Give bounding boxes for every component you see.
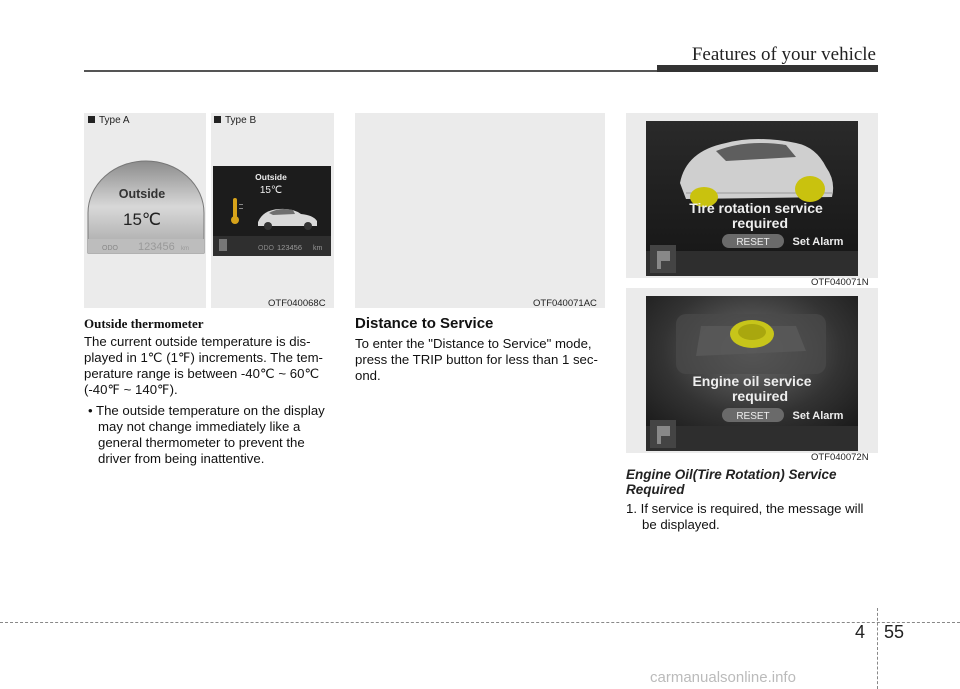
type-b-odo-unit: km: [313, 245, 323, 252]
section-heading-service-line-1: Engine Oil(Tire Rotation) Service: [626, 467, 837, 482]
figure-code-thermometer: OTF040068C: [268, 298, 326, 309]
thermometer-line-2: played in 1℃ (1℉) increments. The tem-: [84, 350, 323, 365]
type-a-heading: Outside: [118, 187, 166, 201]
thermometer-line-3: perature range is between -40℃ ~ 60℃: [84, 366, 320, 381]
tire-message-line1: Tire rotation service: [689, 200, 823, 216]
oil-reset-label: RESET: [736, 411, 770, 422]
watermark: carmanualsonline.info: [650, 669, 796, 686]
thermometer-figure: [84, 113, 334, 308]
type-b-odo-value: 123456: [277, 243, 303, 252]
figure-code-oil: OTF040072N: [811, 452, 869, 463]
section-heading-distance: Distance to Service: [355, 315, 494, 332]
type-a-odo-unit: km: [181, 246, 189, 252]
header-rule-accent: [657, 65, 878, 72]
service-item-line-2: be displayed.: [642, 517, 720, 532]
type-a-label: Type A: [88, 115, 130, 126]
page-number: 55: [884, 622, 905, 642]
distance-line-3: ond.: [355, 368, 381, 383]
figure-divider: [206, 113, 211, 308]
tire-alarm-label: Set Alarm: [792, 236, 844, 248]
thermometer-bullet-line-4: driver from being inattentive.: [98, 451, 265, 466]
section-heading-thermometer: Outside thermometer: [84, 316, 204, 331]
tire-reset-label: RESET: [736, 237, 770, 248]
figure-code-tire: OTF040071N: [811, 277, 869, 288]
type-a-display: [86, 158, 206, 268]
section-heading-service-line-2: Required: [626, 482, 685, 497]
chapter-number: 4: [855, 622, 866, 642]
type-b-odo-label: ODO: [258, 245, 274, 252]
engine-icon: [676, 314, 826, 374]
thermometer-bullet-line-3: general thermometer to prevent the: [98, 435, 305, 450]
square-bullet-icon: [214, 116, 221, 123]
oil-message-line2: required: [731, 388, 789, 404]
type-a-temp: 15℃: [122, 210, 162, 229]
figure-code-distance: OTF040071AC: [533, 298, 597, 309]
thermometer-bullet-line-2: may not change immediately like a: [98, 419, 301, 434]
thermometer-line-4: (-40℉ ~ 140℉).: [84, 382, 178, 397]
type-b-temp: 15℃: [259, 185, 283, 196]
type-b-heading: Outside: [255, 172, 287, 182]
service-item-line-1: 1. If service is required, the message will: [626, 501, 864, 516]
engine-oil-screen: [646, 296, 858, 451]
square-bullet-icon: [88, 116, 95, 123]
oil-message-line1: Engine oil service: [692, 373, 812, 389]
distance-line-1: To enter the "Distance to Service" mode,: [355, 336, 592, 351]
tire-rotation-screen: [646, 121, 858, 276]
type-a-odo-value: 123456: [138, 241, 175, 253]
oil-alarm-label: Set Alarm: [792, 410, 844, 422]
thermometer-line-1: The current outside temperature is dis-: [84, 334, 311, 349]
distance-figure: [355, 113, 605, 308]
footer-rule: [0, 622, 960, 623]
type-a-odo-label: ODO: [102, 245, 118, 252]
type-b-label: Type B: [214, 115, 256, 126]
thermometer-bullet-line-1: • The outside temperature on the display: [88, 403, 325, 418]
tire-figure: [626, 113, 878, 278]
highlighted-wheel-front: [795, 176, 825, 202]
footer-divider: [877, 608, 878, 689]
type-b-display: [213, 166, 331, 256]
distance-line-2: press the TRIP button for less than 1 sec-: [355, 352, 598, 367]
page-header-title: Features of your vehicle: [691, 44, 876, 65]
tire-message-line2: required: [731, 215, 789, 231]
oil-figure: [626, 288, 878, 453]
